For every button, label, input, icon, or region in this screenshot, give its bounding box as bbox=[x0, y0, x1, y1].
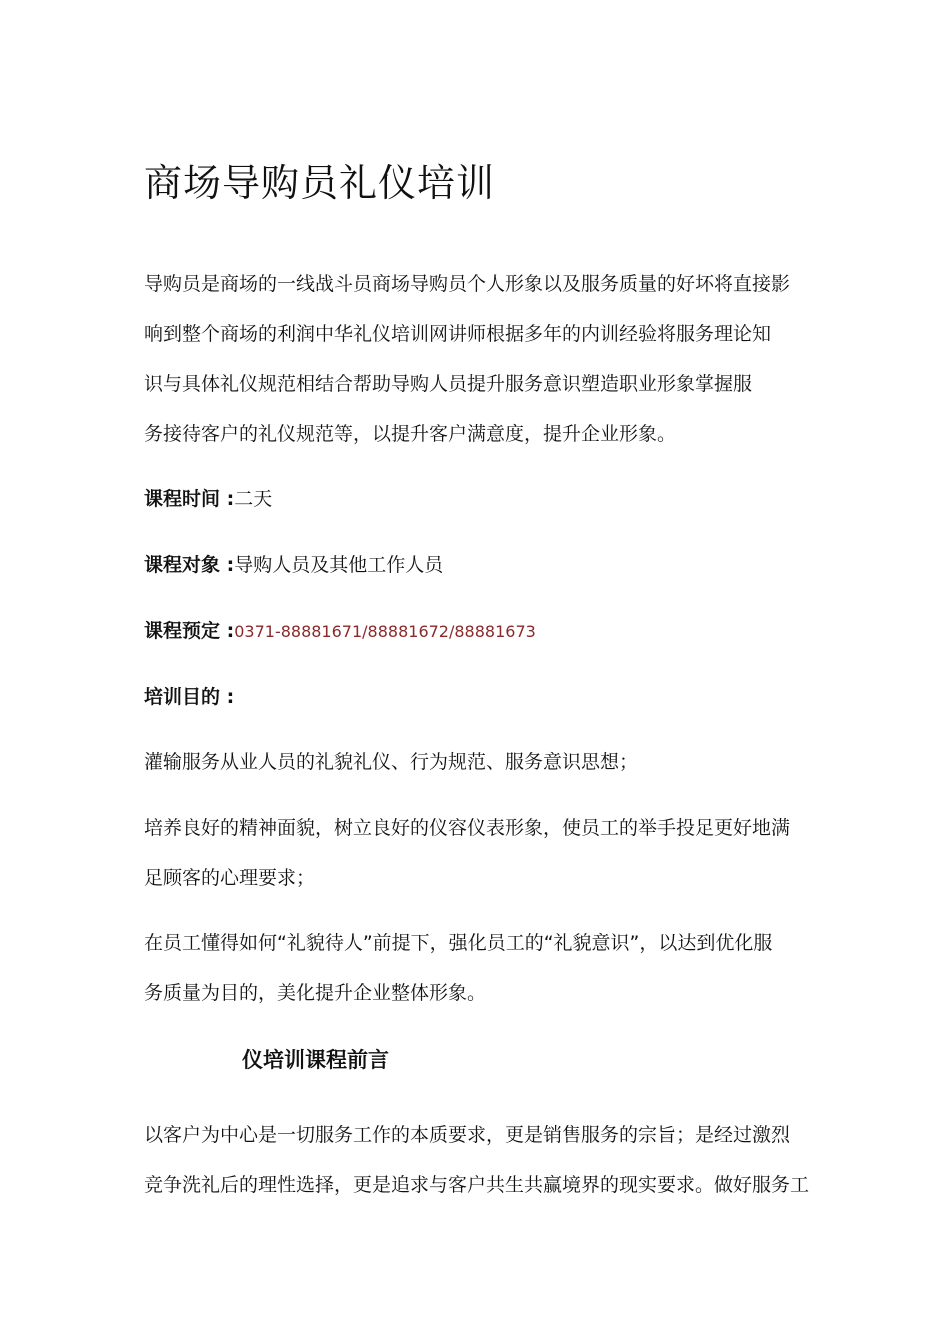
goal-line-3: 足顾客的心理要求； bbox=[144, 867, 316, 889]
preface-line-1: 以客户为中心是一切服务工作的本质要求，更是销售服务的宗旨；是经过激烈 bbox=[144, 1124, 791, 1146]
course-time-value: 二天 bbox=[234, 488, 273, 510]
intro-line-1: 导购员是商场的一线战斗员商场导购员个人形象以及服务质量的好坏将直接影 bbox=[144, 273, 791, 295]
goal-line-4: 在员工懂得如何“礼貌待人”前提下，强化员工的“礼貌意识”，以达到优化服 bbox=[144, 932, 773, 954]
booking-phone-numbers: 0371-88881671/88881672/88881673 bbox=[234, 622, 536, 641]
intro-line-4: 务接待客户的礼仪规范等，以提升客户满意度，提升企业形象。 bbox=[144, 423, 677, 445]
course-target-label: 课程对象 : bbox=[144, 554, 235, 576]
course-time-row bbox=[144, 485, 272, 513]
course-booking-label: 课程预定 : bbox=[144, 620, 235, 642]
course-time-label: 课程时间 : bbox=[144, 488, 235, 510]
document-title: 商场导购员礼仪培训 bbox=[144, 161, 496, 205]
goal-line-2: 培养良好的精神面貌，树立良好的仪容仪表形象，使员工的举手投足更好地满 bbox=[144, 817, 791, 839]
course-booking-row bbox=[144, 617, 536, 646]
goal-line-5: 务质量为目的，美化提升企业整体形象。 bbox=[144, 982, 487, 1004]
goal-line-1: 灌输服务从业人员的礼貌礼仪、行为规范、服务意识思想； bbox=[144, 751, 639, 773]
intro-line-3: 识与具体礼仪规范相结合帮助导购人员提升服务意识塑造职业形象掌握服 bbox=[144, 373, 753, 395]
course-target-value: 导购人员及其他工作人员 bbox=[234, 554, 444, 576]
preface-heading: 仪培训课程前言 bbox=[242, 1048, 389, 1072]
course-target-row bbox=[144, 551, 443, 579]
preface-line-2: 竞争洗礼后的理性选择，更是追求与客户共生共赢境界的现实要求。做好服务工 bbox=[144, 1174, 810, 1196]
goals-heading: 培训目的 : bbox=[144, 686, 235, 708]
intro-line-2: 响到整个商场的利润中华礼仪培训网讲师根据多年的内训经验将服务理论知 bbox=[144, 323, 772, 345]
